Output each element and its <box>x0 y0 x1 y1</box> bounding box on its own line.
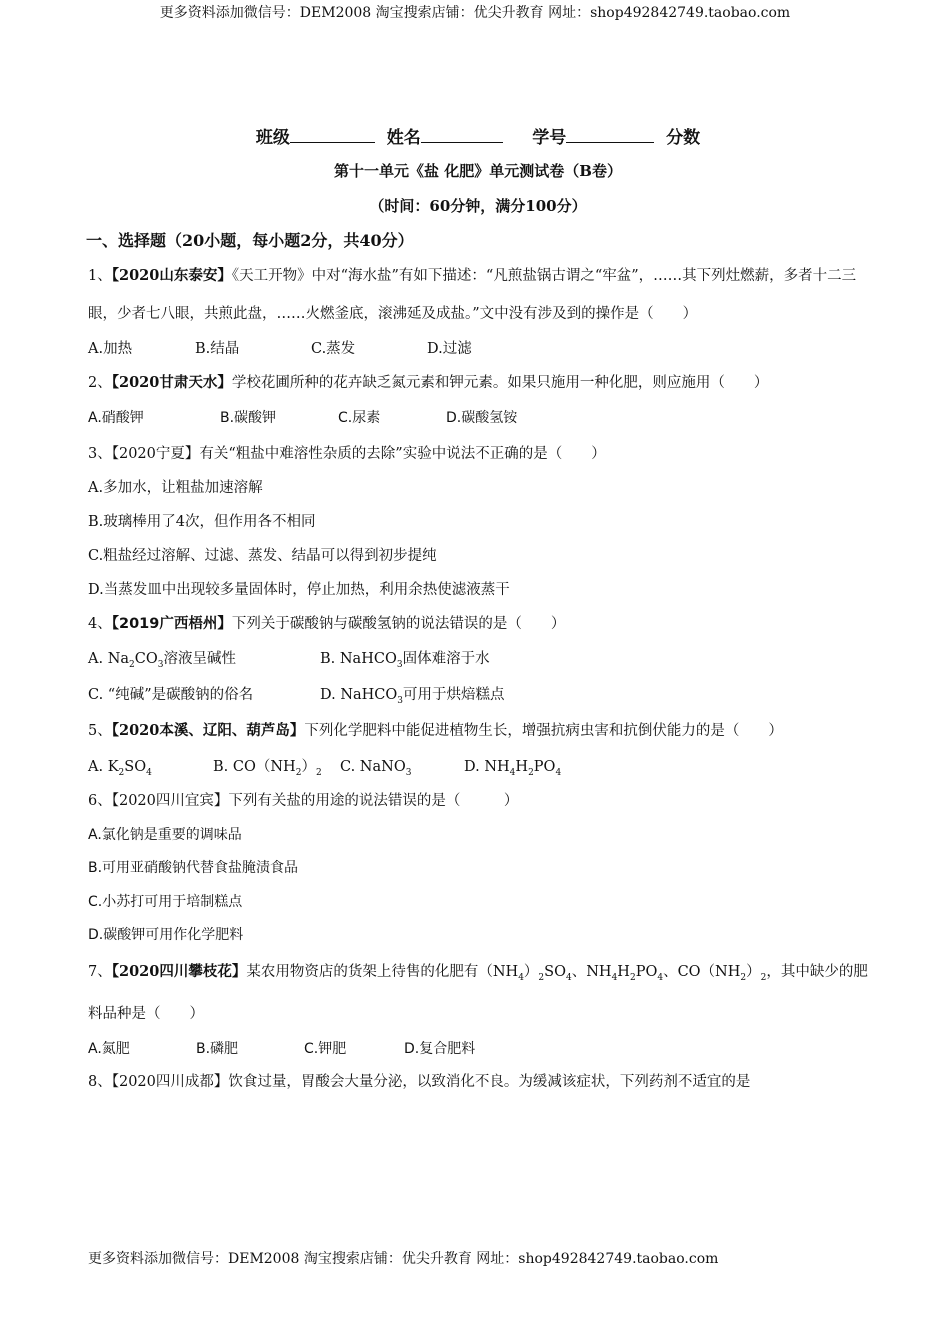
question-number: 5、 <box>88 723 112 739</box>
question-number: 1、 <box>88 268 112 284</box>
question-number: 6、 <box>88 793 112 809</box>
option-c[interactable]: C.小苏打可用于培制糕点 <box>88 893 243 910</box>
class-label: 班级 <box>255 128 290 148</box>
option-a[interactable]: A.加热 <box>88 341 133 357</box>
question-source: 【2020甘肃天水】 <box>111 374 232 391</box>
option-a[interactable]: A.硝酸钾 <box>88 410 144 426</box>
option-b[interactable]: B. NaHCO$_3$固体难溶于水 <box>320 651 490 670</box>
number-blank[interactable] <box>566 122 654 143</box>
options-row <box>88 333 868 366</box>
option-a[interactable]: A. $Na_2CO_3$溶液呈碱性 <box>88 651 236 670</box>
option-b[interactable]: B. $CO(NH_2)_2$ <box>213 759 322 778</box>
question-text: 《天工开物》中对“海水盐”有如下描述：“凡煎盐锅古谓之“牢盆”，……其下列灶燃薪，多者十二三眼，少者七八眼，共煎此盘，……火燃釜底，滚沸延及成盐。”文中没有涉及到的操作是（ ） <box>88 268 857 322</box>
option-d[interactable]: D.过滤 <box>427 341 472 357</box>
question-text: 饮食过量，胃酸会大量分泌，以致消化不良。为缓减该症状，下列药剂不适宜的是 <box>228 1074 751 1091</box>
option-c[interactable]: C.尿素 <box>338 410 381 426</box>
exam-content <box>88 122 868 1099</box>
option-d[interactable]: D. NaHCO$_3$可用于烘焙糕点 <box>320 687 505 706</box>
question-number: 8、 <box>88 1074 112 1091</box>
option-d[interactable]: D.碳酸钾可用作化学肥料 <box>88 927 244 943</box>
question-source: 【2020四川成都】 <box>111 1074 229 1091</box>
question-text: 下列化学肥料中能促进植物生长，增强抗病虫害和抗倒伏能力的是（ ） <box>304 723 783 739</box>
number-label: 学号 <box>532 128 567 148</box>
question-source: 【2020宁夏】 <box>111 446 200 462</box>
option-d[interactable]: D. $NH_4H_2PO_4$ <box>464 759 562 778</box>
option-a[interactable]: A.氮肥 <box>88 1041 130 1058</box>
question-source: 【2020四川宜宾】 <box>111 793 229 809</box>
name-label: 姓名 <box>386 128 421 148</box>
option-c[interactable]: C. “纯碱”是碳酸钠的俗名 <box>88 687 254 703</box>
options-row <box>88 1033 868 1065</box>
options-row <box>88 400 868 437</box>
question-text: 下列有关盐的用途的说法错误的是（ ） <box>228 793 519 809</box>
question-number: 4、 <box>88 616 112 632</box>
question-number: 7、 <box>88 963 112 980</box>
question-8 <box>88 1065 868 1099</box>
option-b[interactable]: B.碳酸钾 <box>220 410 277 426</box>
option-a[interactable]: A. $K_2SO_4$ <box>88 759 152 778</box>
question-text: 下列关于碳酸钠与碳酸氢钠的说法错误的是（ ） <box>231 616 566 632</box>
options-row <box>88 749 868 785</box>
question-source: 【2020山东泰安】 <box>111 267 232 284</box>
exam-title: 第十一单元《盐 化肥》单元测试卷（B卷） <box>334 162 622 180</box>
question-3 <box>88 437 868 607</box>
question-text: 学校花圃所种的花卉缺乏氮元素和钾元素。如果只施用一种化肥，则应施用（ ） <box>231 375 769 391</box>
option-b[interactable]: B.结晶 <box>195 341 240 357</box>
score-label: 分数 <box>666 128 701 148</box>
question-6 <box>88 785 868 953</box>
question-text: 有关“粗盐中难溶性杂质的去除”实验中说法不正确的是（ ） <box>199 446 606 462</box>
option-c[interactable]: C. NaNO$_3$ <box>340 759 412 778</box>
section-heading: 一、选择题（20小题，每小题2分，共40分） <box>86 231 414 250</box>
option-c[interactable]: C.蒸发 <box>311 341 356 357</box>
option-d[interactable]: D.碳酸氢铵 <box>446 410 518 426</box>
student-info-line <box>88 122 868 154</box>
question-4 <box>88 607 868 713</box>
question-source: 【2020本溪、辽阳、葫芦岛】 <box>111 722 305 739</box>
option-d[interactable]: D.当蒸发皿中出现较多量固体时，停止加热，利用余热使滤液蒸干 <box>88 582 510 598</box>
question-number: 2、 <box>88 375 112 391</box>
option-a[interactable]: A.多加水，让粗盐加速溶解 <box>88 480 263 496</box>
question-number: 3、 <box>88 446 112 462</box>
option-b[interactable]: B.磷肥 <box>196 1041 239 1058</box>
option-a[interactable]: A.氯化钠是重要的调味品 <box>88 826 242 843</box>
option-c[interactable]: C.粗盐经过溶解、过滤、蒸发、结晶可以得到初步提纯 <box>88 548 437 564</box>
exam-subtitle: （时间：60分钟，满分100分） <box>369 197 587 215</box>
page-header: 更多资料添加微信号：DEM2008 淘宝搜索店铺：优尖升教育 网址：shop492842749.taobao.com <box>159 5 791 21</box>
option-b[interactable]: B.玻璃棒用了4次，但作用各不相同 <box>88 514 316 530</box>
option-d[interactable]: D.复合肥料 <box>404 1041 476 1058</box>
option-b[interactable]: B.可用亚硝酸钠代替食盐腌渍食品 <box>88 860 299 876</box>
question-text: 某农用物资店的货架上待售的化肥有$(NH_4)_2SO_4$、$NH_4H_2PO_4$、$CO(NH_2)_2$，其中缺少的肥料品种是（ ） <box>88 963 868 1023</box>
options-row-1 <box>88 641 868 677</box>
options-row-2 <box>88 677 868 713</box>
question-2 <box>88 366 868 437</box>
question-7 <box>88 953 868 1066</box>
name-blank[interactable] <box>421 122 503 143</box>
page-footer: 更多资料添加微信号：DEM2008 淘宝搜索店铺：优尖升教育 网址：shop492842749.taobao.com <box>88 1251 719 1267</box>
option-c[interactable]: C.钾肥 <box>304 1041 347 1058</box>
question-source: 【2020四川攀枝花】 <box>111 962 247 980</box>
question-1 <box>88 257 868 366</box>
question-source: 【2019广西梧州】 <box>111 616 232 632</box>
class-blank[interactable] <box>290 122 375 143</box>
question-5 <box>88 713 868 785</box>
